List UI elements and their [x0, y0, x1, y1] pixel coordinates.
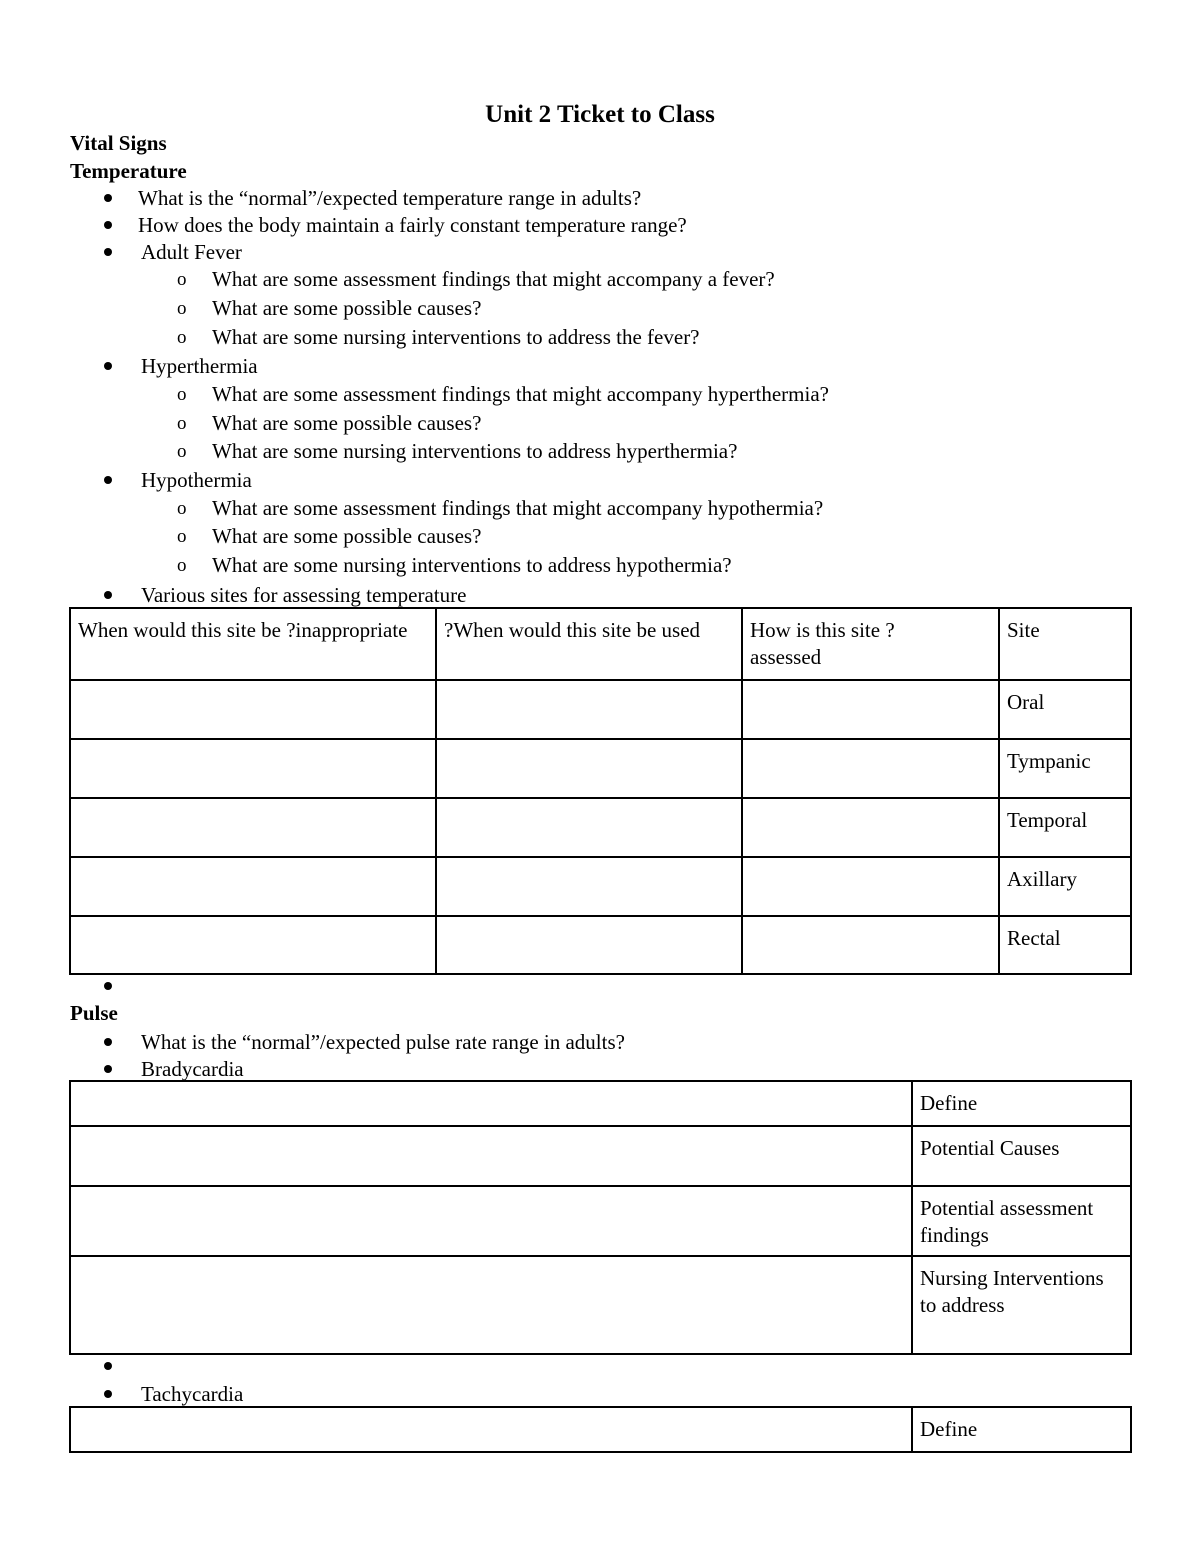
sub-list-item: What are some nursing interventions to address the fever?: [212, 325, 700, 349]
header-inappropriate: When would this site be ?inappropriate: [70, 608, 436, 680]
header-when-used: ?When would this site be used: [436, 608, 742, 680]
circle-bullet-icon: o: [177, 413, 187, 434]
heading-temperature: Temperature: [70, 159, 187, 183]
answer-cell[interactable]: [70, 1081, 912, 1126]
answer-cell[interactable]: [70, 1186, 912, 1256]
answer-cell[interactable]: [70, 857, 436, 916]
bullet-icon: [104, 248, 112, 256]
list-item: What is the “normal”/expected temperature range in adults?: [138, 186, 642, 210]
circle-bullet-icon: o: [177, 555, 187, 576]
answer-cell[interactable]: [436, 739, 742, 798]
header-site: Site: [999, 608, 1131, 680]
list-item: Various sites for assessing temperature: [141, 583, 467, 607]
site-label: Oral: [999, 680, 1131, 739]
bullet-icon: [104, 1038, 112, 1046]
list-item: Adult Fever: [141, 240, 242, 264]
bradycardia-table: [69, 1080, 1132, 1355]
circle-bullet-icon: o: [177, 384, 187, 405]
circle-bullet-icon: o: [177, 327, 187, 348]
circle-bullet-icon: o: [177, 441, 187, 462]
bullet-icon: [104, 591, 112, 599]
table-row: [70, 1186, 1131, 1256]
row-label: Nursing Interventions to address: [912, 1256, 1131, 1354]
list-item: Bradycardia: [141, 1057, 244, 1081]
answer-cell[interactable]: [436, 798, 742, 857]
table-row: [70, 916, 1131, 974]
page-title: Unit 2 Ticket to Class: [485, 101, 715, 128]
site-label: Tympanic: [999, 739, 1131, 798]
row-label: Potential assessment findings: [912, 1186, 1131, 1256]
list-item: Hypothermia: [141, 468, 252, 492]
answer-cell[interactable]: [436, 916, 742, 974]
heading-pulse: Pulse: [70, 1001, 118, 1025]
list-item: How does the body maintain a fairly constant temperature range?: [138, 213, 687, 237]
site-label: Axillary: [999, 857, 1131, 916]
bullet-icon: [104, 221, 112, 229]
sub-list-item: What are some assessment findings that might accompany hyperthermia?: [212, 382, 829, 406]
answer-cell[interactable]: [70, 1126, 912, 1186]
table-row: [70, 1256, 1131, 1354]
answer-cell[interactable]: [70, 1407, 912, 1452]
bullet-icon: [104, 476, 112, 484]
site-label: Rectal: [999, 916, 1131, 974]
answer-cell[interactable]: [742, 916, 999, 974]
sub-list-item: What are some assessment findings that might accompany a fever?: [212, 267, 775, 291]
answer-cell[interactable]: [70, 798, 436, 857]
site-label: Temporal: [999, 798, 1131, 857]
bullet-icon: [104, 982, 112, 990]
answer-cell[interactable]: [70, 916, 436, 974]
row-label: Define: [912, 1081, 1131, 1126]
table-row: [70, 1081, 1131, 1126]
answer-cell[interactable]: [742, 680, 999, 739]
bullet-icon: [104, 1362, 112, 1370]
list-item: Tachycardia: [141, 1382, 244, 1406]
temperature-site-table: [69, 607, 1132, 975]
circle-bullet-icon: o: [177, 526, 187, 547]
answer-cell[interactable]: [70, 680, 436, 739]
answer-cell[interactable]: [70, 739, 436, 798]
answer-cell[interactable]: [742, 857, 999, 916]
list-item: What is the “normal”/expected pulse rate range in adults?: [141, 1030, 625, 1054]
answer-cell[interactable]: [742, 739, 999, 798]
bullet-icon: [104, 1390, 112, 1398]
circle-bullet-icon: o: [177, 498, 187, 519]
answer-cell[interactable]: [436, 680, 742, 739]
answer-cell[interactable]: [742, 798, 999, 857]
sub-list-item: What are some possible causes?: [212, 524, 482, 548]
sub-list-item: What are some nursing interventions to address hypothermia?: [212, 553, 732, 577]
table-row: [70, 680, 1131, 739]
bullet-icon: [104, 194, 112, 202]
sub-list-item: What are some possible causes?: [212, 296, 482, 320]
list-item: Hyperthermia: [141, 354, 258, 378]
table-row: [70, 739, 1131, 798]
table-row: [70, 1126, 1131, 1186]
tachycardia-table: [69, 1406, 1132, 1453]
table-header-row: [70, 608, 1131, 680]
table-row: [70, 857, 1131, 916]
circle-bullet-icon: o: [177, 269, 187, 290]
heading-vital-signs: Vital Signs: [70, 131, 167, 155]
table-row: [70, 798, 1131, 857]
row-label: Define: [912, 1407, 1131, 1452]
sub-list-item: What are some assessment findings that might accompany hypothermia?: [212, 496, 824, 520]
sub-list-item: What are some nursing interventions to address hyperthermia?: [212, 439, 738, 463]
bullet-icon: [104, 1065, 112, 1073]
circle-bullet-icon: o: [177, 298, 187, 319]
row-label: Potential Causes: [912, 1126, 1131, 1186]
answer-cell[interactable]: [70, 1256, 912, 1354]
sub-list-item: What are some possible causes?: [212, 411, 482, 435]
bullet-icon: [104, 362, 112, 370]
header-how-assessed: How is this site ?assessed: [742, 608, 999, 680]
table-row: [70, 1407, 1131, 1452]
answer-cell[interactable]: [436, 857, 742, 916]
